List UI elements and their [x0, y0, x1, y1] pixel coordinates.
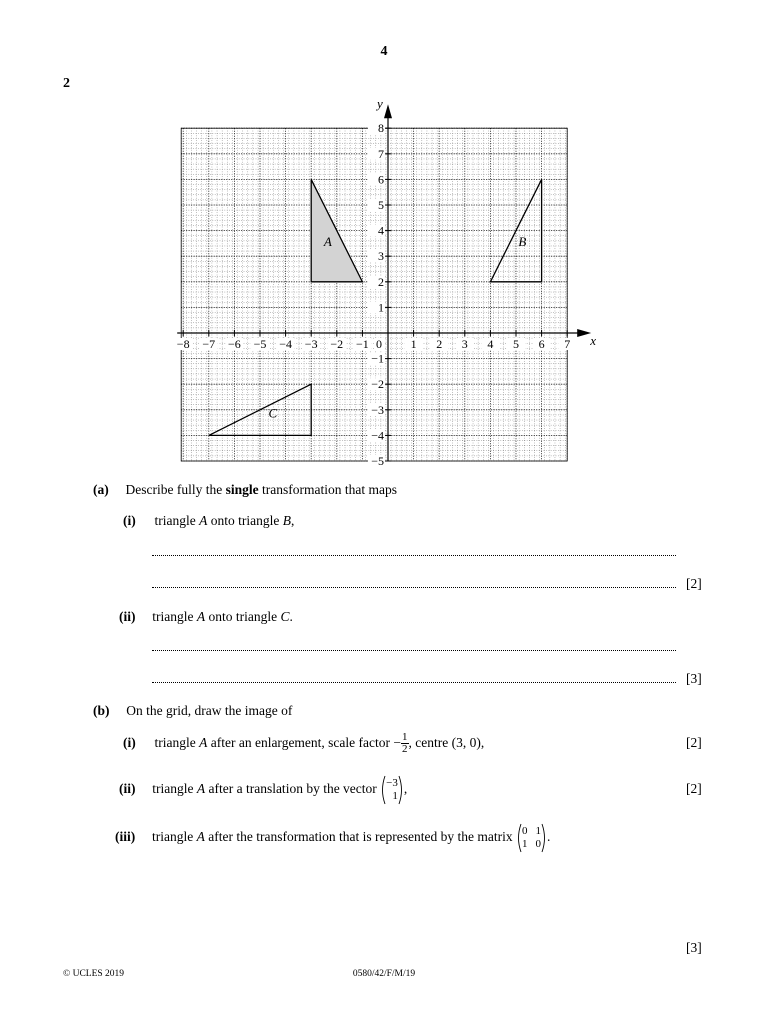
part-a-text-after: transformation that maps — [258, 482, 397, 497]
y-tick-label: −4 — [371, 428, 384, 443]
triangle-label-B: B — [518, 233, 527, 249]
part-b-stem — [93, 702, 292, 720]
x-tick-label: 1 — [410, 337, 417, 351]
x-axis-label: x — [590, 333, 596, 348]
scale-factor-fraction — [401, 732, 409, 755]
part-b-label: (b) — [93, 703, 110, 718]
matrix-m22: 0 — [535, 837, 541, 850]
answer-line-a-i-2[interactable] — [152, 587, 676, 588]
y-axis-label: y — [377, 96, 383, 112]
y-tick-label: 1 — [378, 300, 384, 315]
part-a-i-triangle-b: B — [282, 513, 291, 528]
part-a-ii-label: (ii) — [119, 609, 136, 624]
part-a-ii-text-end: . — [289, 609, 293, 624]
part-a-ii-text-pre: triangle — [152, 609, 197, 624]
x-tick-label: 3 — [461, 337, 468, 351]
vector-bottom: 1 — [392, 789, 398, 802]
part-b-iii-label: (iii) — [115, 829, 136, 844]
part-a-text-before: Describe fully the — [125, 482, 226, 497]
part-b-iii-text-pre: triangle — [152, 829, 197, 844]
part-a-i-text-end: , — [290, 513, 295, 528]
x-tick-label: 5 — [513, 337, 519, 351]
part-b-i-triangle-a: A — [199, 735, 208, 750]
marks-b-i: [2] — [686, 735, 702, 750]
origin-label: 0 — [376, 337, 382, 351]
copyright: © UCLES 2019 — [63, 969, 125, 979]
part-b-iii-triangle-a: A — [196, 829, 205, 844]
x-tick-label: −5 — [253, 337, 267, 351]
answer-line-a-ii-2[interactable] — [152, 682, 676, 683]
y-tick-label: 6 — [378, 172, 384, 187]
triangle-label-A: A — [323, 233, 332, 249]
y-tick-label: 7 — [378, 146, 384, 161]
part-a-i-text-pre: triangle — [154, 513, 200, 528]
part-b-ii — [119, 774, 407, 805]
y-tick-label: 4 — [378, 223, 384, 238]
part-a-ii-triangle-c: C — [280, 609, 290, 624]
x-axis-arrow-icon — [577, 329, 591, 337]
translation-vector — [386, 777, 398, 803]
fraction-numerator: 1 — [402, 731, 408, 744]
part-a-ii — [119, 608, 293, 626]
part-a-i-triangle-a: A — [199, 513, 208, 528]
part-a-stem — [93, 481, 397, 499]
x-tick-label: −8 — [176, 337, 190, 351]
y-tick-label: 8 — [378, 121, 384, 136]
part-b-ii-text-end: , — [403, 781, 408, 796]
part-a-i — [123, 512, 294, 530]
coordinate-grid — [0, 0, 768, 470]
matrix-m12: 1 — [535, 824, 541, 837]
marks-a-ii: [3] — [686, 671, 702, 686]
vector-top: −3 — [386, 776, 398, 789]
part-a-ii-text-mid: onto triangle — [205, 609, 281, 624]
x-tick-label: 6 — [538, 337, 545, 351]
question-number: 2 — [63, 76, 70, 91]
answer-line-a-i-1[interactable] — [152, 555, 676, 556]
x-tick-label: −3 — [304, 337, 318, 351]
x-tick-label: −1 — [356, 337, 369, 351]
part-b-ii-text-pre: triangle — [152, 781, 197, 796]
x-tick-label: 4 — [487, 337, 494, 351]
part-a-text-bold: single — [225, 482, 259, 497]
matrix-m11: 0 — [522, 824, 528, 837]
part-b-iii — [115, 822, 550, 853]
marks-a-i: [2] — [686, 576, 702, 591]
part-b-i-text-pre: triangle — [154, 735, 200, 750]
y-tick-label: −2 — [371, 377, 384, 392]
answer-line-a-ii-1[interactable] — [152, 650, 676, 651]
part-a-i-text-mid: onto triangle — [207, 513, 283, 528]
x-tick-label: −7 — [202, 337, 216, 351]
part-b-ii-label: (ii) — [119, 781, 136, 796]
x-tick-label: −2 — [330, 337, 344, 351]
x-tick-label: −6 — [228, 337, 241, 351]
part-b-text: On the grid, draw the image of — [126, 703, 293, 718]
part-b-ii-text-mid: after a translation by the vector — [205, 781, 381, 796]
y-axis-arrow-icon — [384, 104, 392, 118]
part-a-i-label: (i) — [123, 513, 136, 528]
part-a-label: (a) — [93, 482, 109, 497]
part-b-i — [123, 730, 484, 756]
part-b-i-label: (i) — [123, 735, 136, 750]
matrix-m21: 1 — [522, 837, 528, 850]
paper-code: 0580/42/F/M/19 — [352, 969, 416, 979]
fraction-denominator: 2 — [402, 743, 408, 756]
y-tick-label: 2 — [378, 274, 384, 289]
part-b-i-text-mid: after an enlargement, scale factor — [207, 735, 394, 750]
x-tick-label: −4 — [279, 337, 292, 351]
part-a-ii-triangle-a: A — [196, 609, 206, 624]
marks-b-ii: [2] — [686, 781, 702, 796]
marks-b-iii: [3] — [686, 940, 702, 955]
part-b-iii-text-mid: after the transformation that is represented by the matrix — [204, 829, 516, 844]
y-tick-label: −1 — [371, 351, 384, 366]
y-tick-label: 5 — [378, 198, 384, 212]
x-tick-label: 2 — [436, 337, 443, 351]
part-b-ii-triangle-a: A — [196, 781, 206, 796]
y-tick-label: −3 — [371, 402, 384, 417]
x-tick-label: 7 — [564, 337, 571, 351]
matrix-column-1 — [522, 825, 528, 851]
y-tick-label: −5 — [371, 454, 384, 468]
y-tick-label: 3 — [378, 249, 384, 264]
part-b-i-text-end: , centre (3, 0), — [408, 735, 485, 750]
page-number: 4 — [380, 44, 388, 59]
part-b-i-sign: − — [393, 735, 402, 750]
part-b-iii-text-end: . — [547, 829, 551, 844]
triangle-label-C: C — [268, 405, 278, 421]
